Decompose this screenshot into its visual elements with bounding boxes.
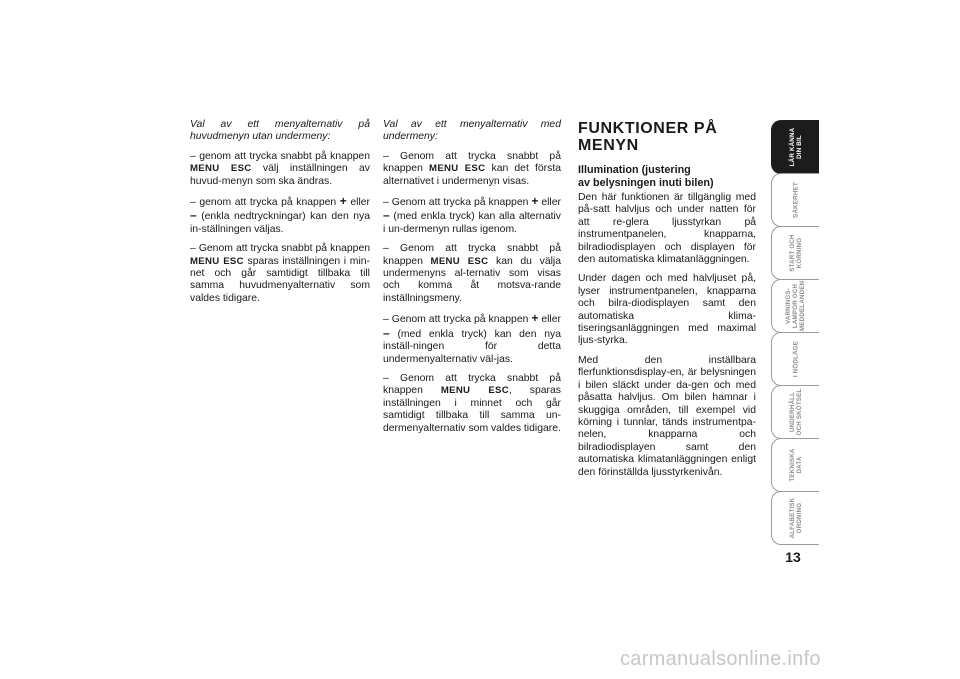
col2-intro: Val av ett menyalternativ med undermeny: [383,119,561,143]
minus-button-symbol: – [383,325,390,340]
tab-lar-kanna-din-bil[interactable]: LÄR KÄNNA DIN BIL [771,120,819,174]
tab-alfabetisk-ordning[interactable]: ALFABETISK ORDNING [771,491,819,545]
col2-paragraph-5: – Genom att trycka snabbt på knappen MENU ESC, sparas inställningen i minnet och går samtidigt tillbaka till samma un-dermenyalternativ som valdes tidigare. [383,372,561,434]
menu-esc-button-label: MENU ESC [440,385,509,397]
menu-esc-button-label: MENU ESC [190,163,252,175]
watermark: carmanualsonline.info [620,648,821,670]
tab-varningslampor[interactable]: VARNINGS- LAMPOR OCH MEDDELANDEN [771,279,819,333]
tab-tekniska-data[interactable]: TEKNISKA DATA [771,438,819,492]
tab-sakerhet[interactable]: SÄKERHET [771,173,819,227]
col3-paragraph-2: Under dagen och med halvljuset på, lyser instrumentpanelen, knapparna och bilra-diodisplayen samt den automatiska klima-tiseringsanläggningen med maximal ljus-styrka. [578,273,756,347]
col3-paragraph-1: Den här funktionen är tillgänglig med på-satt halvljus och under natten för att re-glera ljusstyrkan på instrumentpanelen, knapparna, bilradiodisplayen och displayen för den automatiska klimatanläggningen. [578,192,756,266]
tab-underhall-och-skotsel[interactable]: UNDERHÅLL OCH SKÖTSEL [771,385,819,439]
menu-esc-button-label: MENU ESC [190,255,244,267]
tab-i-nodlage[interactable]: I NÖDLÄGE [771,332,819,386]
col1-paragraph-1: – genom att trycka snabbt på knappen MENU ESC välj inställningen av huvud-menyn som ska ändras. [190,150,370,187]
plus-button-symbol: + [531,311,539,326]
minus-button-symbol: – [190,208,197,223]
col2-paragraph-3: – Genom att trycka snabbt på knappen MENU ESC kan du välja undermenyns al-ternativ som visas och komma åt motsva-rande inställningsmeny. [383,243,561,304]
col1-paragraph-2: – genom att trycka på knappen + eller – (enkla nedtryckningar) kan den nya in-ställningen väljas. [190,194,371,235]
col2-paragraph-4: – Genom att trycka på knappen + eller – (med enkla tryck) kan den nya inställ-ningen för detta undermenyalternativ väl-jas. [383,311,561,365]
plus-button-symbol: + [531,194,539,209]
tab-start-och-korning[interactable]: START OCH KÖRNING [771,226,819,280]
column-1 [190,119,370,312]
col2-paragraph-2: – Genom att trycka på knappen + eller – (med enkla tryck) kan alla alternativ i un-dermenyn rullas igenom. [383,194,561,235]
col1-intro: Val av ett menyalternativ på huvudmenyn utan undermeny: [190,119,370,143]
page-number: 13 [785,549,801,565]
section-subtitle: Illumination (justering av belysningen inuti bilen) [578,164,714,189]
col1-paragraph-3: – Genom att trycka snabbt på knappen MENU ESC sparas inställningen i min-net och går samtidigt tillbaka till samma huvudmenyalternativ som valdes tidigare. [190,243,370,304]
column-2 [383,119,561,442]
column-3 [578,120,756,486]
menu-esc-button-label: MENU ESC [429,163,486,175]
col2-paragraph-1: – Genom att trycka snabbt på knappen MENU ESC kan det första alternativet i undermenyn visas. [383,150,561,187]
menu-esc-button-label: MENU ESC [430,255,489,267]
minus-button-symbol: – [383,208,390,223]
plus-button-symbol: + [339,194,347,209]
col3-paragraph-3: Med den inställbara flerfunktionsdisplay-en, är belysningen i bilen släckt under da-gen och med påsatta halvljus. Om bilen hamnar i skuggiga områden, till exempel vid körning i tunnlar, tänds instrumentpa-nelen, knapparna och bilradiodisplayen samt den automatiska klimatanläggningen enligt den förinställda ljusstyrkenivån. [578,354,756,478]
section-title: FUNKTIONER PÅ MENYN [578,120,718,154]
